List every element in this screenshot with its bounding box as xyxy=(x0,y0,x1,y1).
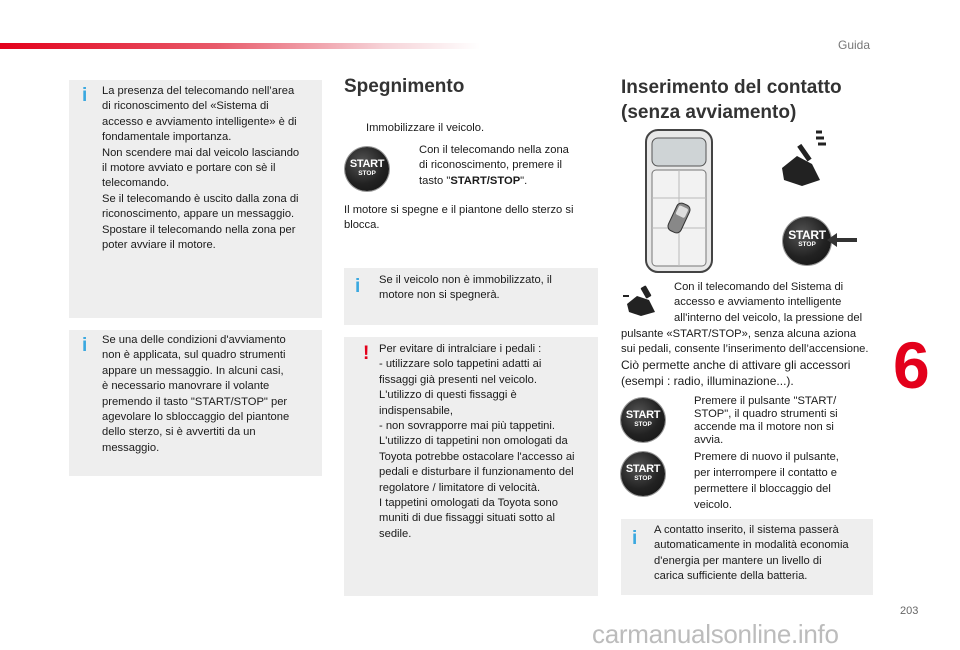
arrow-left-icon xyxy=(827,232,857,248)
desc-text: Con il telecomando del Sistema di accesso e avviamento intelligente all'interno del veicolo, la pressione del xyxy=(674,281,863,324)
chapter-number: 6 xyxy=(893,328,930,402)
start-stop-button-icon: START STOP xyxy=(345,147,389,191)
page-number: 203 xyxy=(900,605,919,617)
desc-text: pulsante «START/STOP», senza alcuna aziona sui pedali, consente l’inserimento dell’accensione. xyxy=(621,328,869,356)
info-box-not-immobilized xyxy=(344,268,598,325)
info-box-conditions xyxy=(69,330,322,476)
info-icon: i xyxy=(82,335,88,356)
car-top-view-illustration xyxy=(643,128,715,274)
warning-icon: ! xyxy=(363,343,370,364)
info-text: La presenza del telecomando nell’area di riconoscimento del «Sistema di accesso e avviamento intelligente» è di fondamentale importanza. Non scendere mai dal veicolo lasciando il motore avviato e portare con sè il telecomando. Se il telecomando è uscito dalla zona di riconoscimento, appare un messaggio. Spostare il telecomando nella zona per poter avviare il motore. xyxy=(102,85,300,252)
info-box-economy xyxy=(621,519,873,595)
section-label: Guida xyxy=(838,38,871,52)
section-title-inserimento: Inserimento del contatto (senza avviamento) xyxy=(621,77,842,123)
info-icon: i xyxy=(355,276,361,297)
hand-press-icon xyxy=(772,128,832,188)
step-text: Immobilizzare il veicolo. xyxy=(366,122,485,134)
start-stop-button-icon: START STOP xyxy=(783,217,831,265)
header-accent-bar xyxy=(0,43,480,49)
step-text: Premere di nuovo il pulsante, per interrompere il contatto e permettere il bloccaggio del veicolo. xyxy=(694,451,839,511)
warning-box-mats xyxy=(344,337,598,596)
section-title-spegnimento: Spegnimento xyxy=(344,76,465,97)
info-text: Se una delle condizioni d'avviamento non è applicata, sul quadro strumenti appare un messaggio. In alcuni casi, è necessario manovrare il volante premendo il tasto "START/STOP" per agevolare lo sbloccaggio del piantone dello sterzo, si è avvertiti da un messaggio. xyxy=(102,334,290,454)
info-icon: i xyxy=(632,528,638,549)
desc-text: Ciò permette anche di attivare gli accessori (esempi : radio, illuminazione...). xyxy=(621,358,851,388)
info-icon: i xyxy=(82,85,88,106)
warning-text: Per evitare di intralciare i pedali : - utilizzare solo tappetini adatti ai fissaggi già presenti nel veicolo. L'utilizzo di questi fissaggi è indispensabile, - non sovrapporre mai più tappetini. L'utilizzo di tappetini non omologati da Toyota potrebbe ostacolare l'accesso ai pedali e disturbare il funzionamento del regolatore / limitatore di velocità. I tappetini omologati da Toyota sono muniti di due fissaggi situati sotto al sedile. xyxy=(379,343,575,540)
paragraph: Il motore si spegne e il piantone dello sterzo si blocca. xyxy=(344,204,574,232)
info-text: Se il veicolo non è immobilizzato, il motore non si spegnerà. xyxy=(379,274,552,302)
info-box-remote xyxy=(69,80,322,318)
start-stop-button-icon: START STOP xyxy=(621,452,665,496)
watermark: carmanualsonline.info xyxy=(592,619,839,649)
start-stop-button-icon: START STOP xyxy=(621,398,665,442)
info-text: A contatto inserito, il sistema passerà automaticamente in modalità economia d'energia per mantere un livello di carica sufficiente della batteria. xyxy=(654,524,849,583)
step-text: Premere il pulsante "START/ STOP", il quadro strumenti si accende ma il motore non si avvia. xyxy=(694,395,838,446)
hand-remote-icon xyxy=(621,282,661,316)
step-text: Con il telecomando nella zona di riconoscimento, premere il tasto "START/STOP". xyxy=(419,144,569,187)
